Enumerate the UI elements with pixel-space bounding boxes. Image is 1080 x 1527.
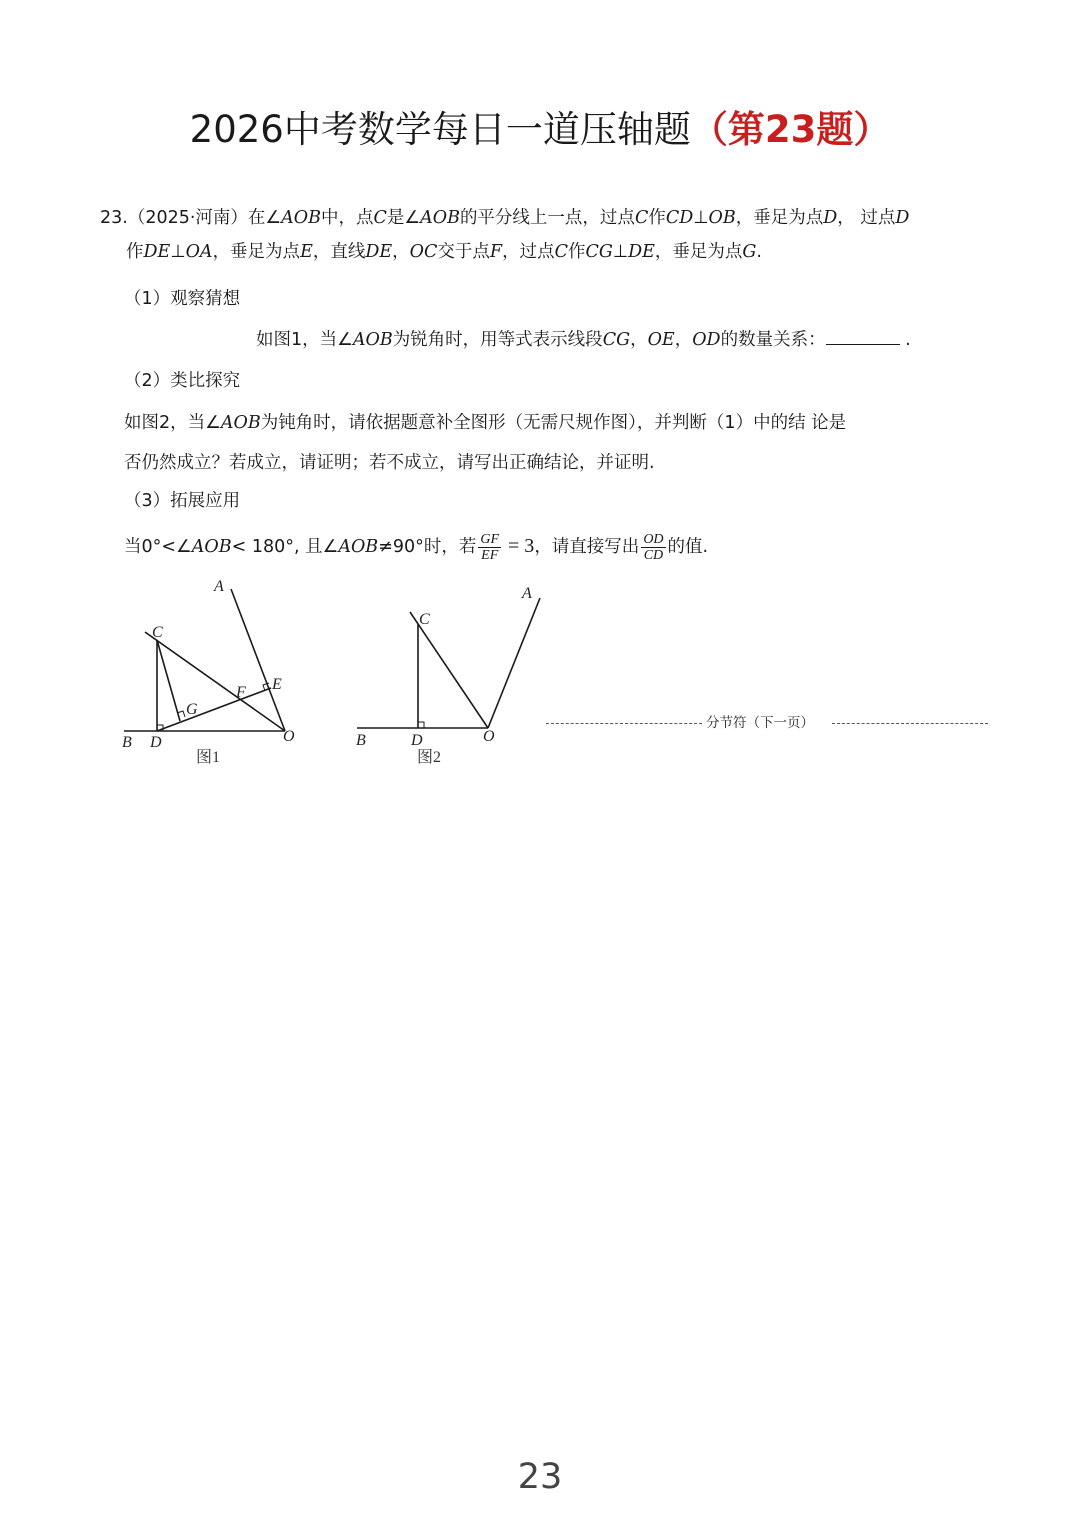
math-var: G — [742, 242, 757, 262]
text-run: ≠90°时，若 — [378, 537, 477, 557]
fraction-denominator: EF — [481, 547, 499, 563]
text-run: ， — [630, 330, 648, 350]
label-b: B — [122, 734, 132, 751]
part3-heading: （3）拓展应用 — [124, 491, 241, 511]
text-run: ⊥ — [612, 242, 629, 262]
text-run: < 180°, 且∠ — [231, 537, 339, 557]
part2-heading: （2）类比探究 — [124, 371, 241, 391]
label-a: A — [214, 578, 224, 595]
label-d: D — [411, 732, 423, 749]
figure-1 — [118, 574, 308, 774]
text-run: 作 — [567, 242, 586, 262]
text-run: 是∠ — [386, 208, 421, 228]
figure-2-caption: 图2 — [417, 749, 442, 766]
title-main: 2026中考数学每日一道压轴题 — [189, 108, 691, 151]
part1-heading: （1）观察猜想 — [124, 289, 241, 309]
math-var: OE — [647, 330, 675, 350]
text-run: 作 — [648, 208, 666, 228]
math-var: F — [489, 242, 503, 262]
math-var: CG — [585, 242, 613, 262]
text-run: ， — [674, 330, 693, 350]
math-var: DE — [628, 242, 655, 262]
math-var: D — [823, 208, 838, 228]
math-var: AOB — [352, 330, 393, 350]
title-accent: （第23题） — [690, 108, 891, 151]
math-var: DE — [143, 242, 171, 262]
math-var: CG — [602, 330, 631, 350]
part2-line-2: 否仍然成立？若成立，请证明；若不成立，请写出正确结论，并证明. — [124, 453, 655, 473]
fraction-numerator: OD — [643, 531, 664, 547]
problem-line-1 — [100, 205, 909, 231]
math-var: AOB — [220, 413, 261, 433]
label-d: D — [150, 734, 162, 751]
page-title — [0, 104, 1080, 156]
figure-1-caption: 图1 — [196, 749, 221, 766]
text-run: 为锐角时，用等式表示线段 — [392, 330, 603, 350]
text-run: 的平分线上一点，过点 — [459, 208, 635, 228]
math-var: OA — [185, 242, 213, 262]
text-run: ， 过点 — [837, 208, 896, 228]
label-a: A — [522, 585, 532, 602]
equation-value: = 3 — [503, 535, 535, 557]
text-run: 中，点 — [320, 208, 374, 228]
math-var: CD — [665, 208, 694, 228]
label-c: C — [419, 611, 430, 628]
math-var: OD — [692, 330, 721, 350]
label-g: G — [186, 701, 198, 718]
text-run: 的值. — [667, 537, 709, 557]
text-run: 如图1，当∠ — [256, 330, 353, 350]
text-run: 如图2，当∠ — [124, 413, 221, 433]
math-var: D — [895, 208, 910, 228]
text-run: ，请直接写出 — [534, 537, 640, 557]
text-run: . — [899, 330, 911, 350]
math-var: C — [554, 242, 568, 262]
label-o: O — [283, 728, 295, 745]
line-oc — [410, 612, 488, 728]
label-e: E — [272, 676, 282, 693]
text-run: 为钝角时，请依据题意补全图形（无需尺规作图），并判断（1）中的结 论是 — [260, 413, 847, 433]
section-break — [546, 714, 988, 734]
text-run: 作 — [126, 242, 144, 262]
math-var: OB — [708, 208, 736, 228]
text-run: ，直线 — [312, 242, 366, 262]
page-number: 23 — [517, 1457, 563, 1497]
section-break-label: 分节符（下一页） — [706, 715, 814, 731]
fraction-gf-ef — [478, 532, 501, 563]
line-cg — [157, 640, 180, 721]
text-run: . — [756, 242, 762, 262]
math-var: AOB — [420, 208, 460, 228]
text-run: ，垂足为点 — [212, 242, 301, 262]
math-var: C — [634, 208, 649, 228]
label-b: B — [356, 732, 366, 749]
answer-blank — [826, 328, 900, 345]
label-o: O — [483, 728, 495, 745]
label-f: F — [236, 684, 246, 701]
part2-line-1 — [124, 410, 846, 436]
text-run: ⊥ — [170, 242, 186, 262]
text-run: 的数量关系： — [720, 330, 826, 350]
text-run: ⊥ — [693, 208, 709, 228]
fraction-od-cd — [641, 532, 665, 563]
math-var: AOB — [191, 537, 232, 557]
right-angle-mark-d — [418, 722, 424, 728]
section-break-dash-right — [832, 723, 988, 724]
part1-question — [256, 327, 911, 353]
text-run: ，过点 — [502, 242, 555, 262]
line-oa — [231, 589, 285, 731]
text-run: 交于点 — [437, 242, 490, 262]
problem-line-2 — [126, 239, 762, 265]
line-oc — [145, 632, 285, 731]
figure-2 — [352, 580, 548, 774]
text-run: ，垂足为点 — [735, 208, 824, 228]
line-oa — [488, 598, 540, 728]
math-var: C — [373, 208, 387, 228]
text-run: 当0°<∠ — [124, 537, 192, 557]
section-break-dash-left — [546, 723, 702, 724]
math-var: E — [300, 242, 313, 262]
problem-source: 23.（2025·河南）在∠ — [100, 208, 282, 228]
math-var: DE — [365, 242, 393, 262]
fraction-denominator: CD — [643, 547, 664, 563]
label-c: C — [152, 624, 163, 641]
text-run: ， — [392, 242, 410, 262]
part3-question — [124, 529, 708, 564]
math-var: AOB — [281, 208, 321, 228]
math-var: OC — [409, 242, 438, 262]
text-run: ，垂足为点 — [654, 242, 743, 262]
math-var: AOB — [338, 537, 379, 557]
fraction-numerator: GF — [480, 531, 500, 547]
